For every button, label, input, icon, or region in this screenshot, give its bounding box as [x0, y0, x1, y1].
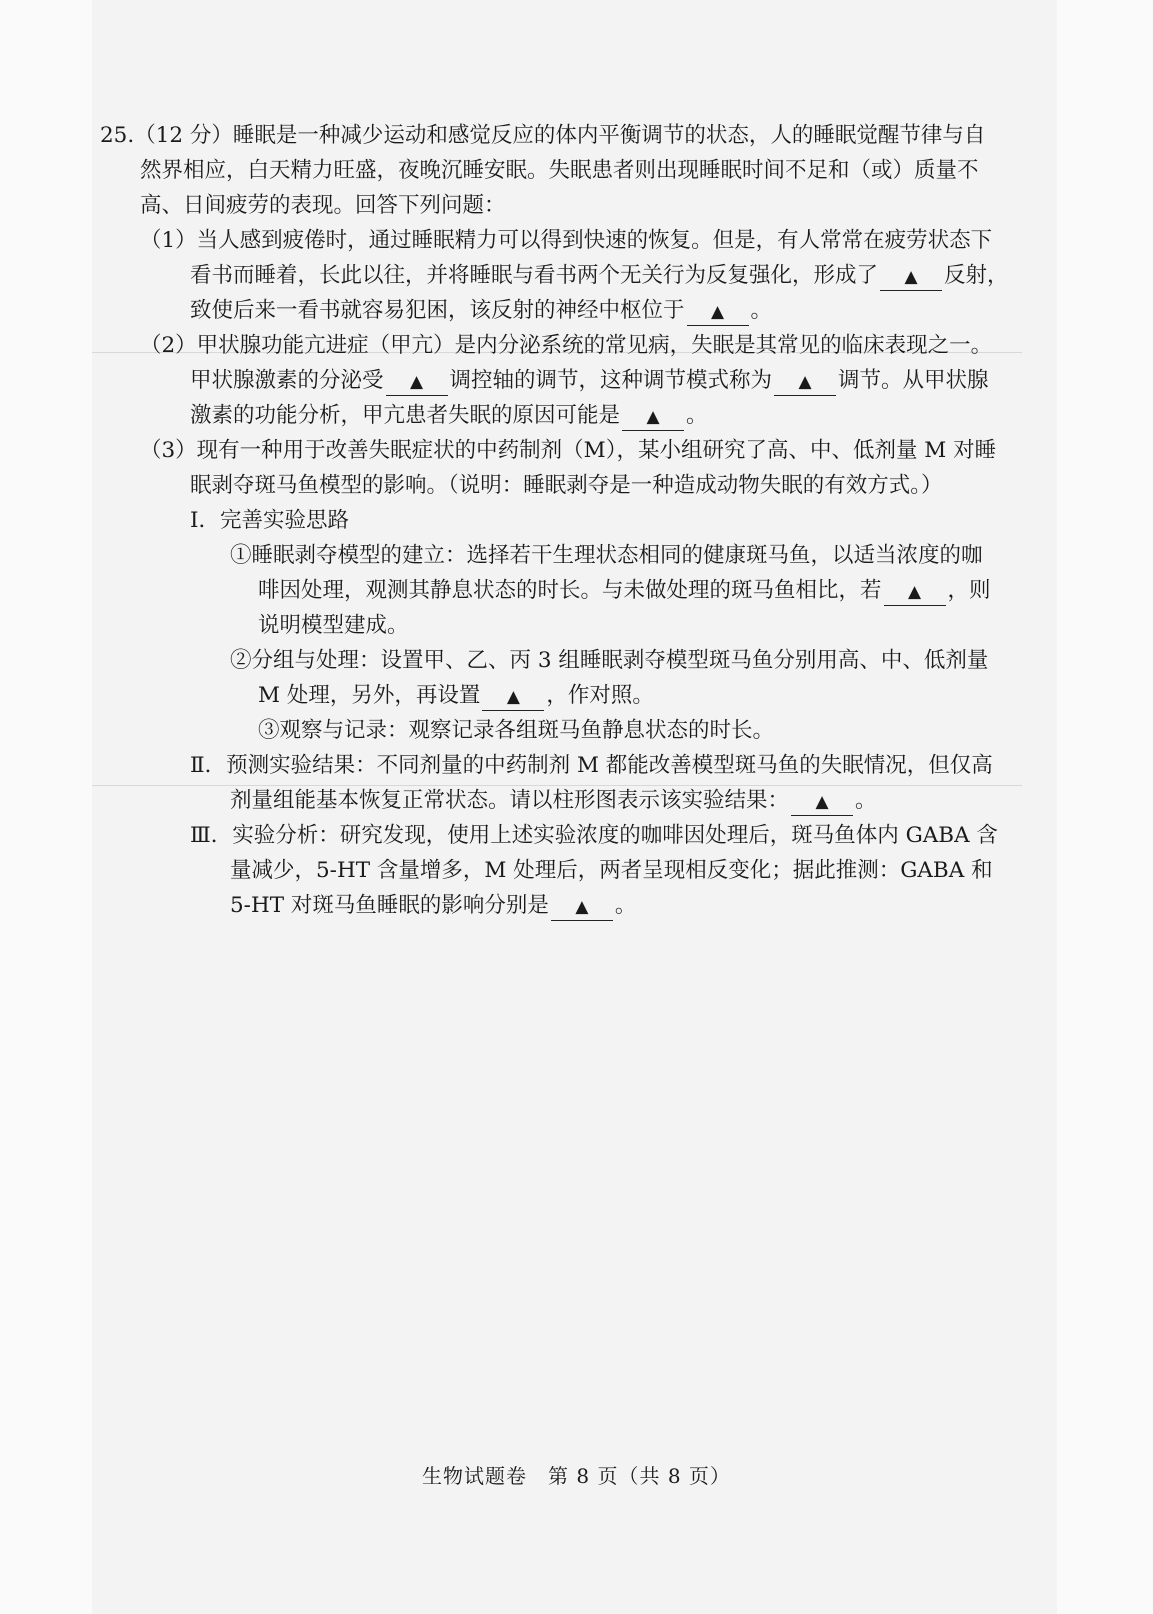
sub-heading — [100, 748, 1060, 783]
part1-text: 致使后来一看书就容易犯困，该反射的神经中枢位于 — [190, 298, 685, 323]
part2-line — [100, 363, 1060, 398]
answer-blank[interactable]: ▲ — [687, 299, 749, 326]
step-line — [100, 713, 1060, 748]
part3-text: 眠剥夺斑马鱼模型的影响。（说明：睡眠剥夺是一种造成动物失眠的有效方式。） — [190, 473, 943, 498]
sub-line — [100, 853, 1060, 888]
step-line — [100, 678, 1060, 713]
sub-text: 量减少，5-HT 含量增多，M 处理后，两者呈现相反变化；据此推测：GABA 和 — [230, 858, 993, 883]
part1-text: 。 — [750, 298, 773, 323]
answer-blank[interactable]: ▲ — [884, 579, 946, 606]
part1-text: 看书而睡着，长此以往，并将睡眠与看书两个无关行为反复强化，形成了 — [190, 263, 879, 288]
sub-text: 。 — [855, 788, 877, 813]
part1-line — [100, 223, 1060, 258]
question-score: （12 分） — [134, 123, 233, 148]
part2-text: 激素的功能分析，甲亢患者失眠的原因可能是 — [190, 403, 621, 428]
step-text: 啡因处理，观测其静息状态的时长。与未做处理的斑马鱼相比，若 — [258, 578, 882, 603]
sub-heading-text: Ⅰ．完善实验思路 — [190, 508, 349, 533]
step-text: ①睡眠剥夺模型的建立：选择若干生理状态相同的健康斑马鱼，以适当浓度的咖 — [230, 543, 983, 568]
part3-line — [100, 433, 1060, 468]
sub-heading-text: Ⅲ．实验分析：研究发现，使用上述实验浓度的咖啡因处理后，斑马鱼体内 GABA 含 — [190, 823, 998, 848]
part2-line — [100, 398, 1060, 433]
step-text: ②分组与处理：设置甲、乙、丙 3 组睡眠剥夺模型斑马鱼分别用高、中、低剂量 — [230, 648, 989, 673]
part1-line — [100, 258, 1060, 293]
step-line — [100, 573, 1060, 608]
answer-blank[interactable]: ▲ — [551, 894, 613, 921]
part1-text: 反射， — [944, 263, 1009, 288]
part3-text: （3）现有一种用于改善失眠症状的中药制剂（M），某小组研究了高、中、低剂量 M 对睡 — [140, 438, 997, 463]
step-line — [100, 538, 1060, 573]
intro-text: 高、日间疲劳的表现。回答下列问题： — [140, 193, 506, 218]
part1-line — [100, 293, 1060, 328]
step-line — [100, 608, 1060, 643]
step-text: 说明模型建成。 — [258, 613, 409, 638]
sub-text: 剂量组能基本恢复正常状态。请以柱形图表示该实验结果： — [230, 788, 790, 813]
part2-line — [100, 328, 1060, 363]
answer-blank[interactable]: ▲ — [482, 684, 544, 711]
sub-heading — [100, 818, 1060, 853]
question-25 — [100, 118, 1060, 923]
step-text: ，则 — [947, 578, 991, 603]
sub-heading-text: Ⅱ．预测实验结果：不同剂量的中药制剂 M 都能改善模型斑马鱼的失眠情况，但仅高 — [190, 753, 993, 778]
answer-blank[interactable]: ▲ — [386, 369, 448, 396]
question-header — [100, 118, 1060, 153]
answer-blank[interactable]: ▲ — [791, 789, 853, 816]
part2-text: 甲状腺激素的分泌受 — [190, 368, 384, 393]
intro-text: 睡眠是一种减少运动和感觉反应的体内平衡调节的状态，人的睡眠觉醒节律与自 — [232, 123, 986, 148]
question-number: 25. — [100, 123, 135, 148]
intro-line — [100, 188, 1060, 223]
sub-text: 5-HT 对斑马鱼睡眠的影响分别是 — [230, 893, 549, 918]
part2-text: （2）甲状腺功能亢进症（甲亢）是内分泌系统的常见病，失眠是其常见的临床表现之一。 — [140, 333, 993, 358]
sub-heading — [100, 503, 1060, 538]
step-text: ③观察与记录：观察记录各组斑马鱼静息状态的时长。 — [258, 718, 775, 743]
intro-text: 然界相应，白天精力旺盛，夜晚沉睡安眠。失眠患者则出现睡眠时间不足和（或）质量不 — [140, 158, 979, 183]
part3-line — [100, 468, 1060, 503]
part2-text: 调控轴的调节，这种调节模式称为 — [449, 368, 773, 393]
step-text: M 处理，另外，再设置 — [258, 683, 481, 708]
intro-line — [100, 153, 1060, 188]
answer-blank[interactable]: ▲ — [622, 404, 684, 431]
sub-text: 。 — [614, 893, 637, 918]
part2-text: 。 — [686, 403, 708, 428]
answer-blank[interactable]: ▲ — [880, 264, 942, 291]
page-footer: 生物试题卷 第 8 页（共 8 页） — [422, 1464, 731, 1488]
step-line — [100, 643, 1060, 678]
answer-blank[interactable]: ▲ — [774, 369, 836, 396]
step-text: ，作对照。 — [546, 683, 654, 708]
part2-text: 调节。从甲状腺 — [838, 368, 989, 393]
sub-line — [100, 888, 1060, 923]
part1-text: （1）当人感到疲倦时，通过睡眠精力可以得到快速的恢复。但是，有人常常在疲劳状态下 — [140, 228, 993, 253]
sub-line — [100, 783, 1060, 818]
